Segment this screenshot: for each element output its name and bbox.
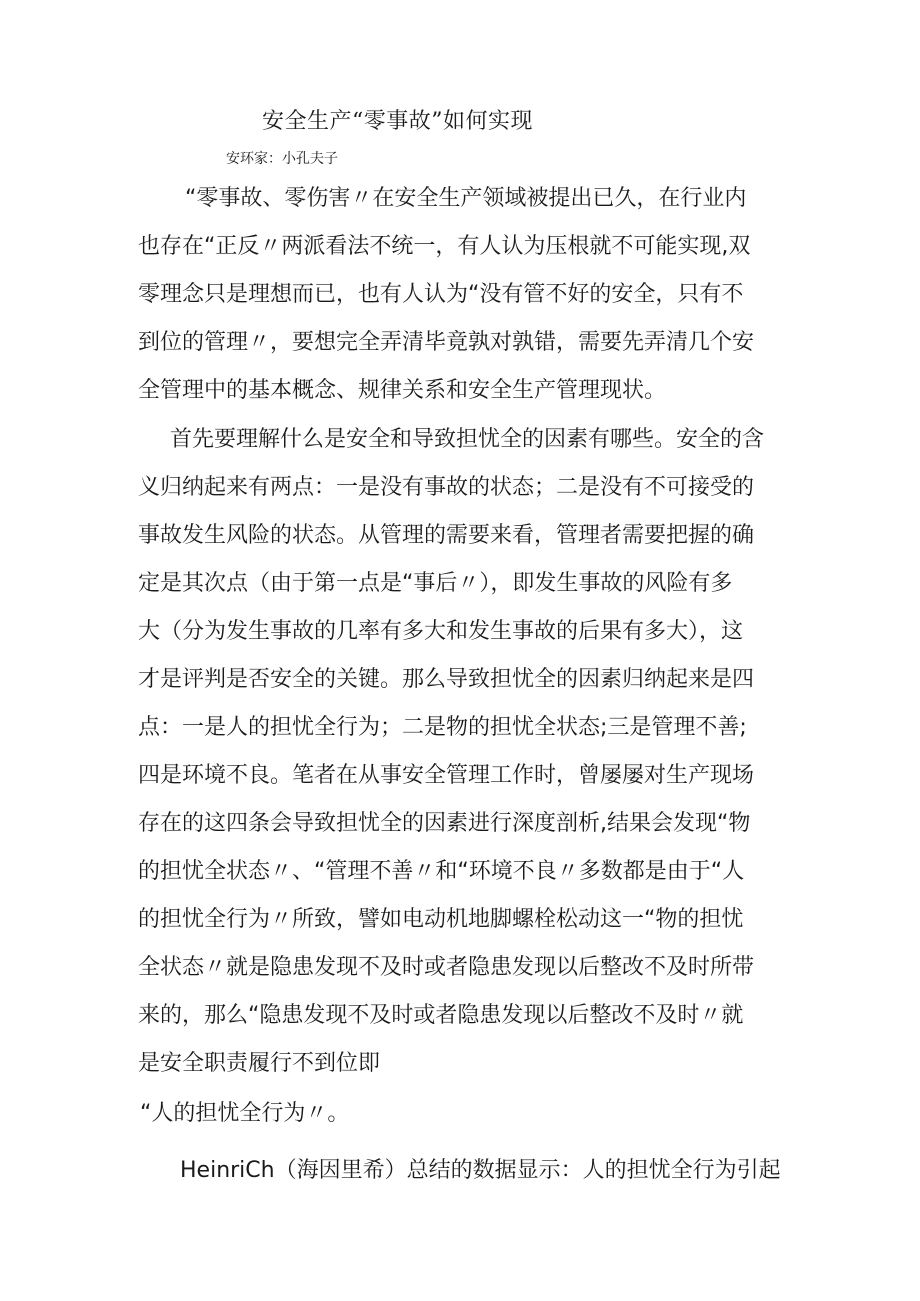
paragraph-line: 全管理中的基本概念、规律关系和安全生产管理现状。 (138, 378, 667, 403)
paragraph-line: 存在的这四条会导致担忧全的因素进行深度剖析,结果会发现“物 (138, 811, 751, 836)
paragraph-line: 零理念只是理想而已，也有人认为“没有管不好的安全，只有不 (138, 282, 744, 307)
paragraph-line: 来的，那么“隐患发现不及时或者隐患发现以后整改不及时〃就 (138, 1003, 744, 1028)
document-title: 安全生产“零事故”如何实现 (262, 109, 533, 134)
paragraph-line: 也存在“正反〃两派看法不统一，有人认为压根就不可能实现,双 (138, 234, 751, 259)
paragraph-line: 大（分为发生事故的几率有多大和发生事故的后果有多大），这 (138, 619, 744, 644)
paragraph-line: 首先要理解什么是安全和导致担忧全的因素有哪些。安全的含 (170, 427, 765, 452)
paragraph-line: “人的担忧全行为〃。 (140, 1101, 350, 1126)
author-line: 安环家：小孔夫子 (226, 151, 338, 167)
paragraph-line: 点：一是人的担忧全行为；二是物的担忧全状态;三是管理不善; (138, 715, 747, 740)
paragraph-line: “零事故、零伤害〃在安全生产领域被提出已久，在行业内 (185, 186, 747, 211)
paragraph-line: 的担忧全状态〃、“管理不善〃和“环境不良〃多数都是由于“人 (138, 859, 745, 884)
paragraph-line: 到位的管理〃，要想完全弄清毕竟孰对孰错，需要先弄清几个安 (138, 330, 755, 355)
paragraph-line: 四是环境不良。笔者在从事安全管理工作时，曾屡屡对生产现场 (138, 763, 755, 788)
paragraph-line: 全状态〃就是隐患发现不及时或者隐患发现以后整改不及时所带 (138, 955, 755, 980)
paragraph-line: 定是其次点（由于第一点是“事后〃），即发生事故的风险有多 (138, 571, 733, 596)
paragraph-line: 的担忧全行为〃所致，譬如电动机地脚螺栓松动这一“物的担忧 (138, 907, 744, 932)
paragraph-line: HeinriCh（海因里希）总结的数据显示：人的担忧全行为引起 (180, 1158, 781, 1183)
paragraph-line: 是安全职责履行不到位即 (138, 1051, 381, 1076)
paragraph-line: 事故发生风险的状态。从管理的需要来看，管理者需要把握的确 (138, 523, 755, 548)
paragraph-line: 才是评判是否安全的关键。那么导致担忧全的因素归纳起来是四 (138, 667, 755, 692)
paragraph-line: 义归纳起来有两点：一是没有事故的状态；二是没有不可接受的 (138, 475, 755, 500)
